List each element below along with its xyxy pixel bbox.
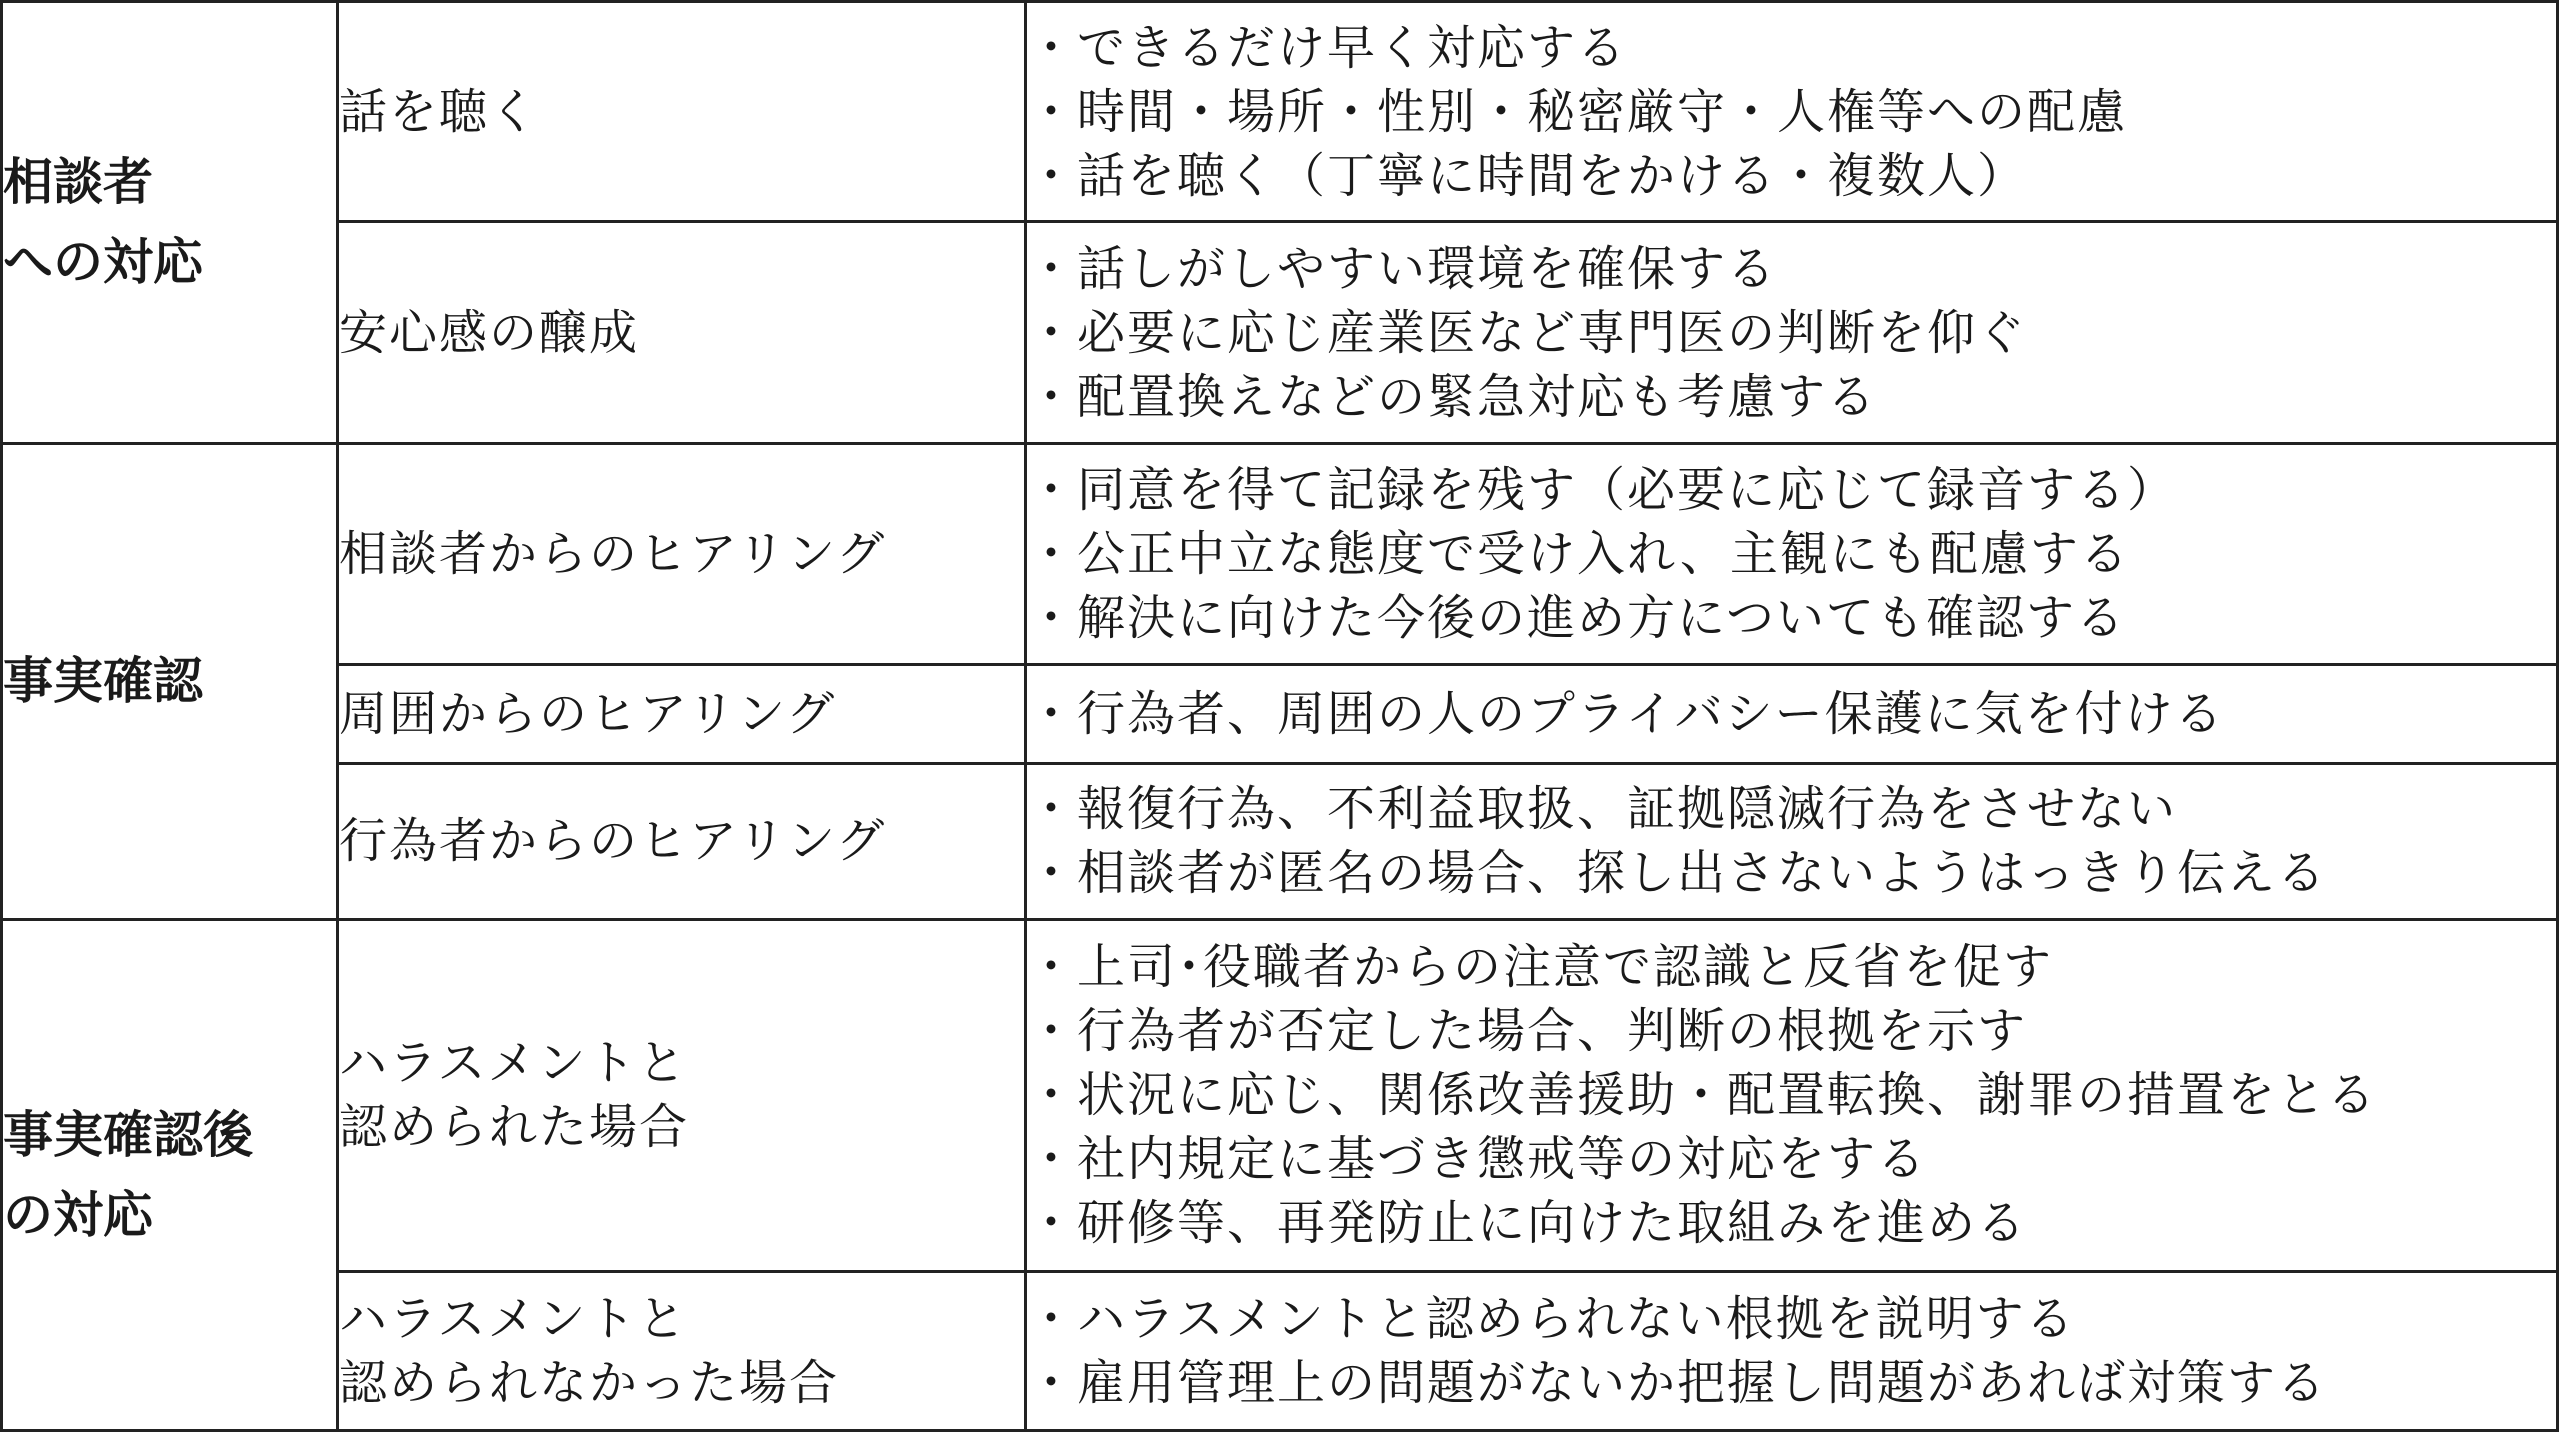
category-cell	[2, 2, 338, 444]
list-item: ・ 解決に向けた今後の進め方についても確認する	[1027, 586, 2556, 650]
list-item: ・ 行為者、周囲の人のプライバシー保護に気を付ける	[1027, 682, 2556, 746]
table-row	[2, 2, 2558, 222]
subcategory-label: ハラスメントと	[339, 1290, 688, 1347]
list-item: ・ 話しがしやすい環境を確保する	[1027, 237, 2556, 301]
category-label: 事実確認	[3, 651, 203, 711]
list-item: ・ 行為者が否定した場合、判断の根拠を示す	[1027, 999, 2556, 1063]
table-row	[2, 443, 2558, 664]
list-item: ・ 時間・場所・性別・秘密厳守・人権等への配慮	[1027, 80, 2556, 144]
list-item: ・ 上司･役職者からの注意で認識と反省を促す	[1027, 935, 2556, 999]
subcategory-label: 行為者からのヒアリング	[339, 813, 887, 870]
subcategory-cell	[338, 443, 1026, 664]
subcategory-cell	[338, 2, 1026, 222]
list-item: ・ 必要に応じ産業医など専門医の判断を仰ぐ	[1027, 301, 2556, 365]
category-label: への対応	[3, 232, 203, 292]
category-label: の対応	[3, 1184, 153, 1244]
subcategory-label: 話を聴く	[339, 83, 540, 140]
subcategory-label: 相談者からのヒアリング	[339, 525, 887, 582]
subcategory-cell	[338, 665, 1026, 764]
table-row	[2, 919, 2558, 1271]
subcategory-label: 認められた場合	[339, 1099, 690, 1156]
list-item: ・ ハラスメントと認められない根拠を説明する	[1027, 1287, 2556, 1351]
items-cell	[1026, 665, 2558, 764]
category-label: 事実確認後	[3, 1104, 253, 1164]
table-row	[2, 222, 2558, 443]
subcategory-cell	[338, 222, 1026, 443]
subcategory-label: 周囲からのヒアリング	[339, 685, 837, 742]
subcategory-cell	[338, 1271, 1026, 1430]
list-item: ・ 配置換えなどの緊急対応も考慮する	[1027, 365, 2556, 429]
list-item: ・ 公正中立な態度で受け入れ、主観にも配慮する	[1027, 522, 2556, 586]
items-cell	[1026, 443, 2558, 664]
list-item: ・ 相談者が匿名の場合、探し出さないようはっきり伝える	[1027, 841, 2556, 905]
items-cell	[1026, 2, 2558, 222]
items-cell	[1026, 919, 2558, 1271]
items-cell	[1026, 1271, 2558, 1430]
subcategory-cell	[338, 919, 1026, 1271]
subcategory-cell	[338, 763, 1026, 919]
list-item: ・ 研修等、再発防止に向けた取組みを進める	[1027, 1191, 2556, 1255]
table-row	[2, 665, 2558, 764]
subcategory-label: 認められなかった場合	[339, 1354, 840, 1411]
list-item: ・ 雇用管理上の問題がないか把握し問題があれば対策する	[1027, 1351, 2556, 1415]
list-item: ・ 報復行為、不利益取扱、証拠隠滅行為をさせない	[1027, 777, 2556, 841]
category-cell	[2, 443, 338, 919]
subcategory-label: ハラスメントと	[339, 1035, 688, 1092]
items-cell	[1026, 222, 2558, 443]
list-item: ・ できるだけ早く対応する	[1027, 16, 2556, 80]
list-item: ・ 社内規定に基づき懲戒等の対応をする	[1027, 1127, 2556, 1191]
list-item: ・ 状況に応じ、関係改善援助・配置転換、謝罪の措置をとる	[1027, 1063, 2556, 1127]
subcategory-label: 安心感の醸成	[339, 304, 640, 361]
items-cell	[1026, 763, 2558, 919]
table-row	[2, 763, 2558, 919]
list-item: ・ 同意を得て記録を残す（必要に応じて録音する）	[1027, 458, 2556, 522]
category-cell	[2, 919, 338, 1430]
list-item: ・ 話を聴く（丁寧に時間をかける・複数人）	[1027, 144, 2556, 208]
category-label: 相談者	[3, 152, 153, 212]
table-row	[2, 1271, 2558, 1430]
